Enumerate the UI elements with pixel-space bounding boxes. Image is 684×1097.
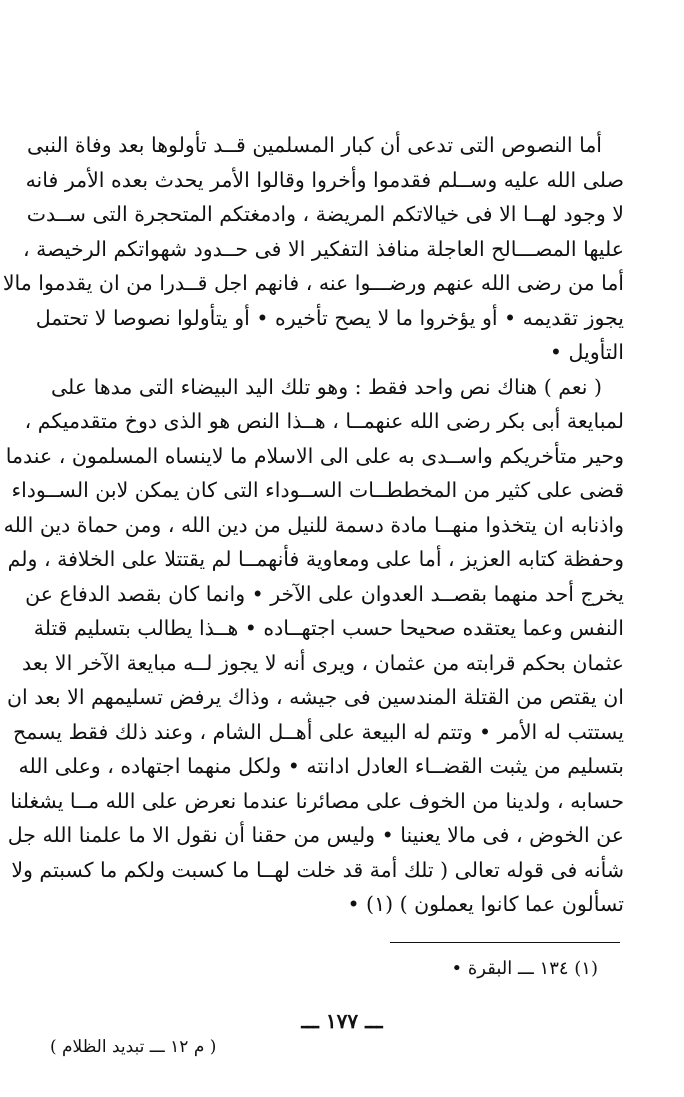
text-line: عن الخوض ، فى مالا يعنينا • وليس من حقنا أن نقول الا ما علمنا الله جل xyxy=(7,823,624,847)
text-line: يجوز تقديمه • أو يؤخروا ما لا يصح تأخيره • أو يتأولوا نصوصا لا تحتمل xyxy=(35,305,624,330)
text-line: يخرج أحد منهما بقصــد العدوان على الآخر • وانما كان بقصد الدفاع عن xyxy=(25,581,624,606)
text-line: لمبايعة أبى بكر رضى الله عنهمــا ، هــذا النص هو الذى دوخ متقدميكم ، xyxy=(24,409,624,433)
text-line: واذنابه ان يتخذوا منهــا مادة دسمة للنيل من دين الله ، ومن حماة دين الله xyxy=(3,512,624,537)
text-line: ( نعم ) هناك نص واحد فقط : وهو تلك اليد البيضاء التى مدها على xyxy=(50,374,602,399)
text-line: أما النصوص التى تدعى أن كبار المسلمين قــد تأولوها بعد وفاة النبى xyxy=(27,133,602,157)
paragraph-2 xyxy=(3,370,624,922)
text-line: يستتب له الأمر • وتتم له البيعة على أهــل الشام ، وعند ذلك فقط يسمح xyxy=(13,719,624,744)
text-line: عثمان بحكم قرابته من عثمان ، ويرى أنه لا يجوز لــه مبايعة الآخر الا بعد xyxy=(22,650,624,675)
text-line: صلى الله عليه وســلم فقدموا وأخروا وقالوا الأمر يحدث بعده الأمر فانه xyxy=(25,167,624,192)
text-line: أما من رضى الله عنهم ورضـــوا عنه ، فانهم اجل قــدرا من ان يقدموا مالا xyxy=(2,271,624,295)
text-line: تسألون عما كانوا يعملون ) (١) • xyxy=(347,892,624,916)
running-footer: ( م ١٢ ـــ تبديد الظلام ) xyxy=(50,1037,217,1057)
text-line: التأويل • xyxy=(549,340,624,364)
text-line: وحفظة كتابه العزيز ، أما على ومعاوية فأنهمــا لم يقتتلا على الخلافة ، ولم xyxy=(7,547,624,571)
paragraph-1 xyxy=(2,128,624,370)
text-line: النفس وعما يعتقده صحيحا حسب اجتهــاده • هــذا يطالب بتسليم قتلة xyxy=(33,616,624,640)
text-line: بتسليم من يثبت القضــاء العادل ادانته • ولكل منهما اجتهاده ، وعلى الله xyxy=(18,754,624,778)
page-number: ـــ ١٧٧ ـــ xyxy=(301,1009,383,1033)
text-line: شأنه فى قوله تعالى ( تلك أمة قد خلت لهــا ما كسبت ولكم ما كسبتم ولا xyxy=(11,857,624,882)
text-line: وحير متأخريكم واســدى به على الى الاسلام ما لاينساه المسلمون ، عندما xyxy=(5,443,624,468)
main-text xyxy=(2,128,624,922)
text-line: ان يقتص من القتلة المندسين فى جيشه ، وذاك يرفض تسليمهم الا بعد ان xyxy=(6,685,624,709)
footnote: (١) ١٣٤ ـــ البقرة • xyxy=(451,958,598,979)
text-line: حسابه ، ولدينا من الخوف على مصائرنا عندما نعرض على الله مــا يشغلنا xyxy=(10,788,624,813)
text-line: قضى على كثير من المخططــات الســوداء التى كان يمكن لابن الســوداء xyxy=(11,478,624,502)
text-line: لا وجود لهــا الا فى خيالاتكم المريضة ، وادمغتكم المتحجرة التى ســدت xyxy=(26,202,624,226)
text-line: عليها المصـــالح العاجلة منافذ التفكير الا فى حــدود شهواتكم الرخيصة ، xyxy=(22,236,624,261)
footnote-separator xyxy=(390,942,620,943)
